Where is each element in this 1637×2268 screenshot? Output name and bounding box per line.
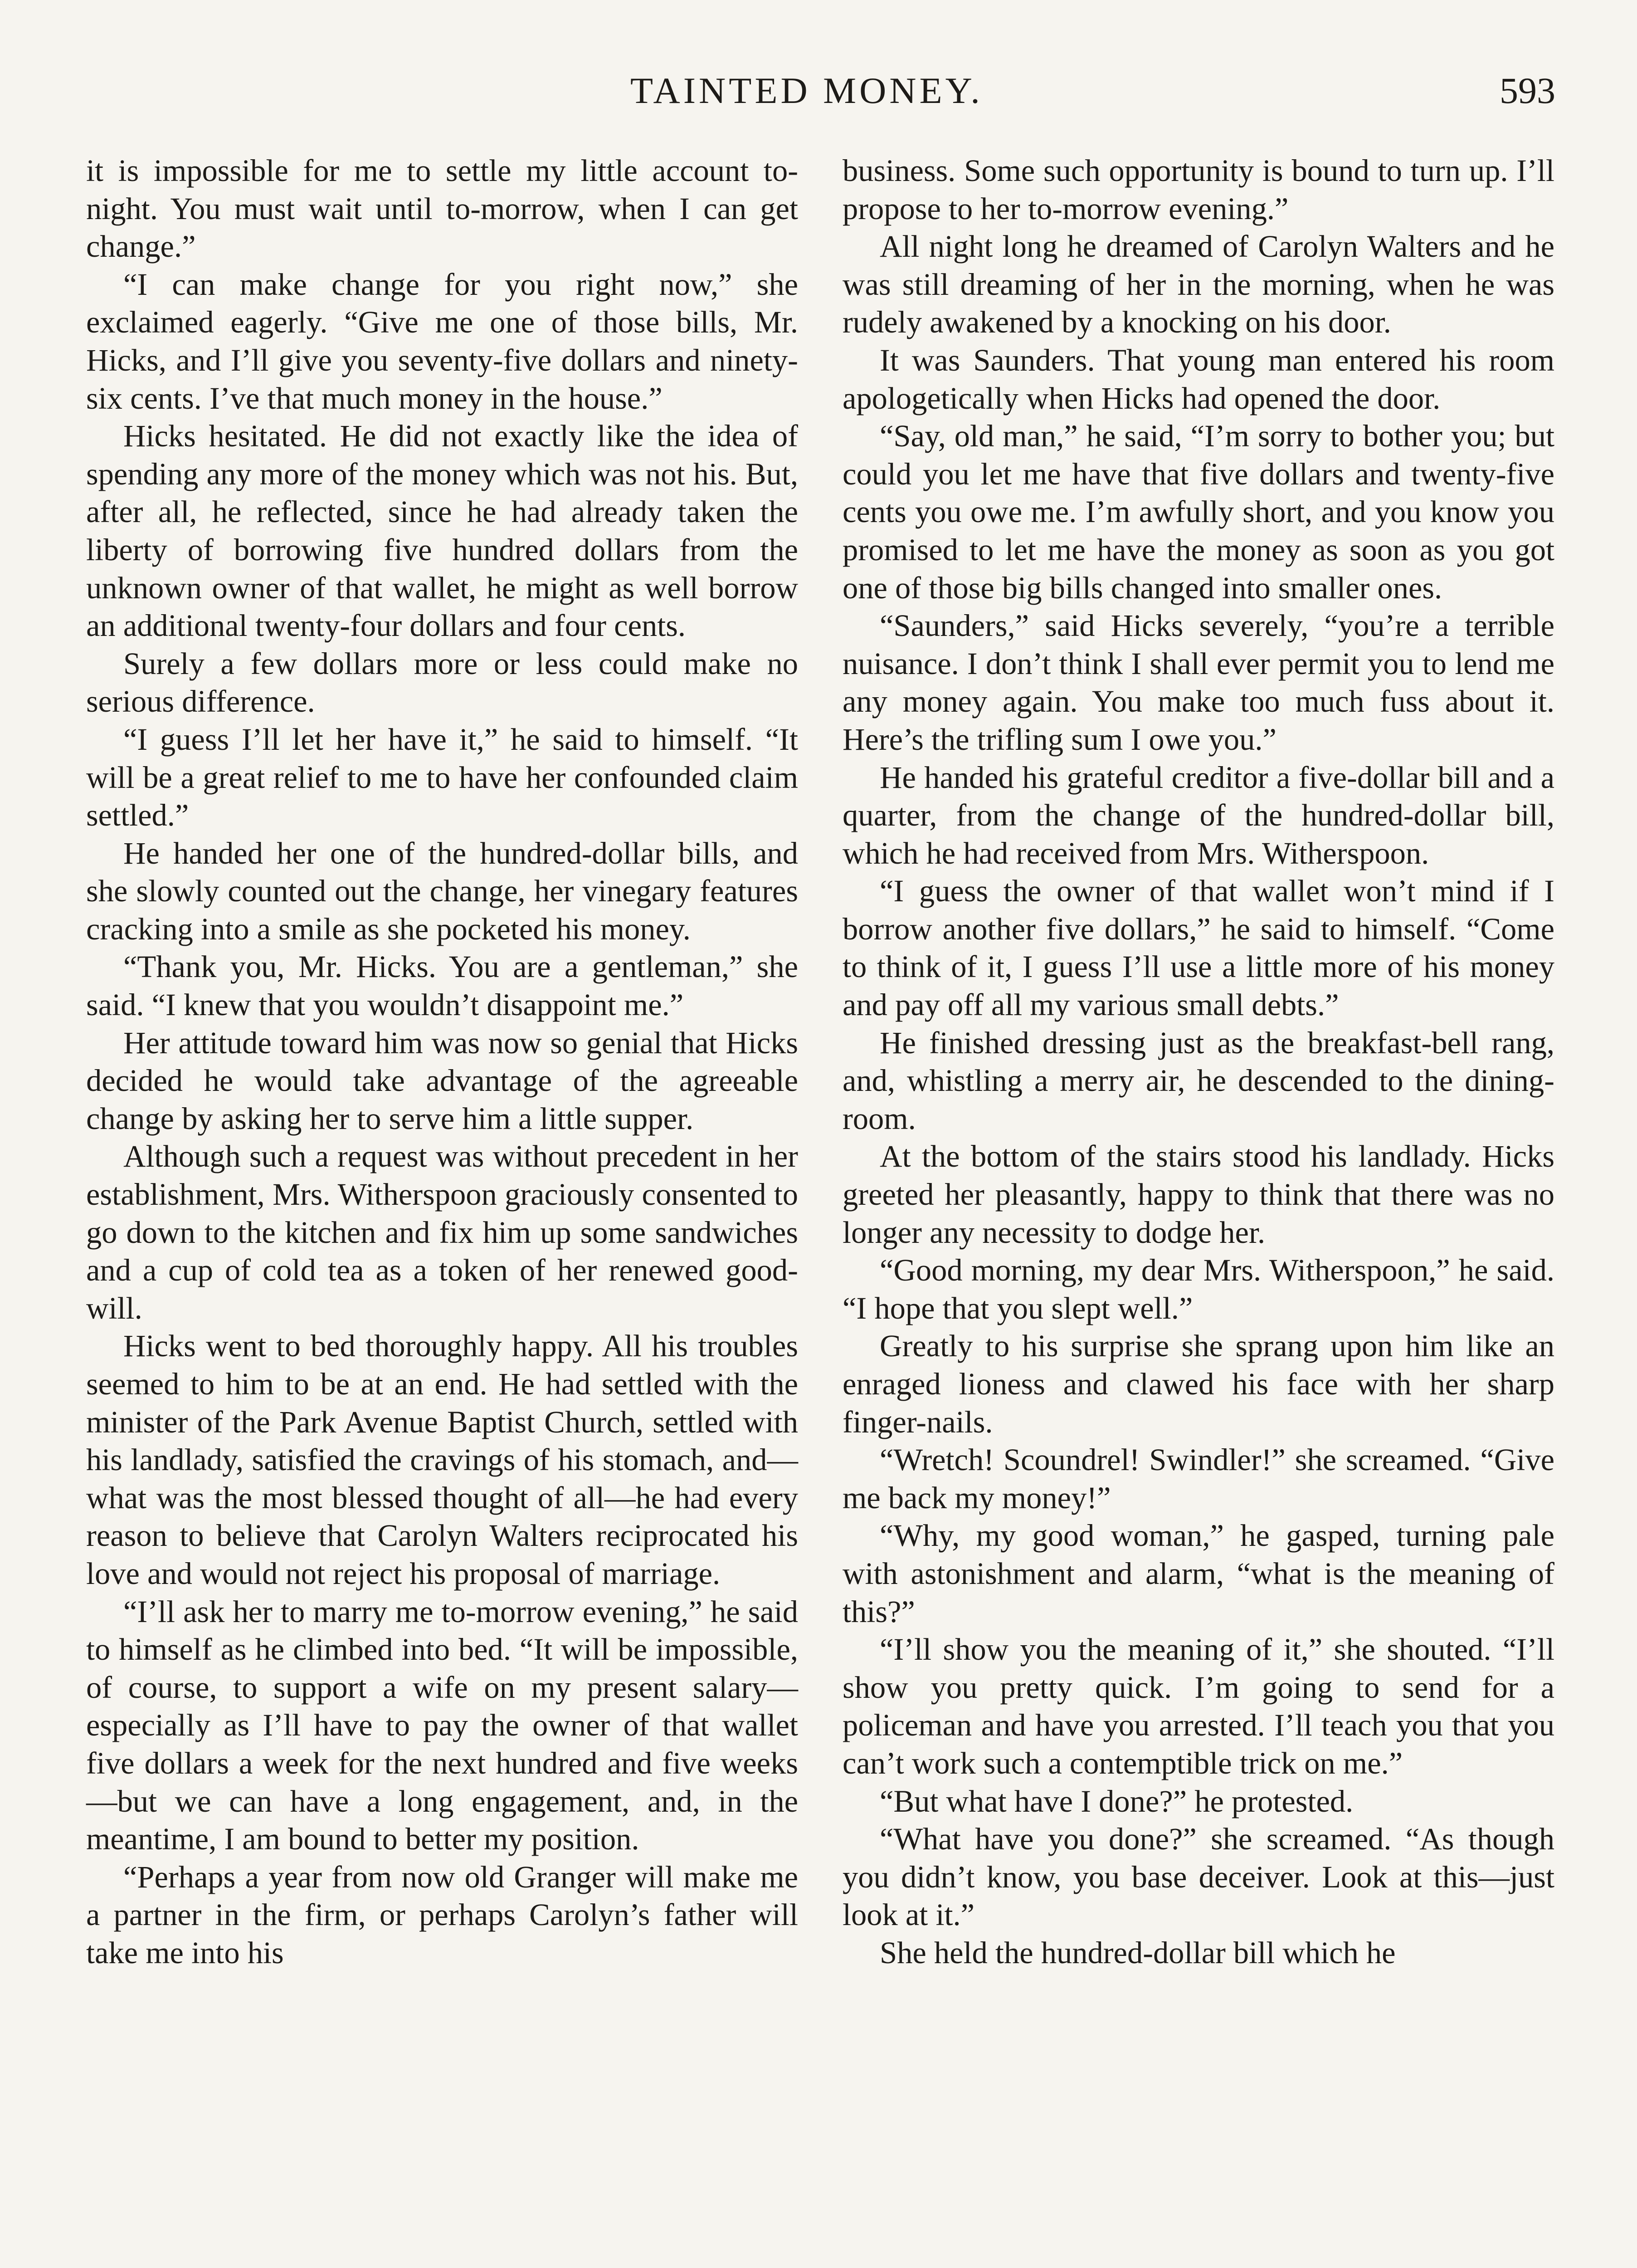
paragraph: Her attitude toward him was now so genial that Hicks decided he would take advantage of the agreeable change by asking her to serve him a little supper. — [86, 1025, 798, 1136]
paragraph: “But what have I done?” he protested. — [880, 1784, 1354, 1818]
paragraph: “Why, my good woman,” he gasped, turning pale with astonishment and alarm, “what is the meaning of this?” — [843, 1518, 1554, 1629]
page-header — [0, 64, 1637, 118]
paragraph: “Good morning, my dear Mrs. Witherspoon,” he said. “I hope that you slept well.” — [843, 1253, 1554, 1325]
paragraph: “Thank you, Mr. Hicks. You are a gentleman,” she said. “I knew that you wouldn’t disappoint me.” — [86, 949, 798, 1022]
paragraph: He finished dressing just as the breakfast-bell rang, and, whistling a merry air, he descended to the dining-room. — [843, 1025, 1554, 1136]
left-column — [86, 152, 798, 1972]
right-column — [843, 152, 1554, 1972]
paragraph: She held the hundred-dollar bill which he — [880, 1935, 1396, 1970]
paragraph: Surely a few dollars more or less could make no serious difference. — [86, 646, 798, 719]
paragraph: He handed her one of the hundred-dollar bills, and she slowly counted out the change, her vinegary features cracking into a smile as she pocketed his money. — [86, 836, 798, 946]
paragraph: “Saunders,” said Hicks severely, “you’re a terrible nuisance. I don’t think I shall ever permit you to lend me any money again. You make too much fuss about it. Here’s the trifling sum I owe you.” — [843, 608, 1554, 757]
paragraph: “What have you done?” she screamed. “As though you didn’t know, you base deceiver. Look at this—just look at it.” — [843, 1822, 1554, 1932]
paragraph: He handed his grateful creditor a five-dollar bill and a quarter, from the change of the hundred-dollar bill, which he had received from Mrs. Witherspoon. — [843, 760, 1554, 870]
paragraph: Hicks hesitated. He did not exactly like the idea of spending any more of the money which was not his. But, after all, he reflected, since he had already taken the liberty of borrowing five hundred dollars from the unknown owner of that wallet, he might as well borrow an additional twenty-four dollars and four cents. — [86, 419, 798, 643]
paragraph: All night long he dreamed of Carolyn Walters and he was still dreaming of her in the morning, when he was rudely awakened by a knocking on his door. — [843, 229, 1554, 340]
paragraph: At the bottom of the stairs stood his landlady. Hicks greeted her pleasantly, happy to think that there was no longer any necessity to dodge her. — [843, 1139, 1554, 1250]
running-title: TAINTED MONEY. — [630, 70, 983, 111]
paragraph: “Say, old man,” he said, “I’m sorry to bother you; but could you let me have that five dollars and twenty-five cents you owe me. I’m awfully short, and you know you promised to let me have the money as soon as you got one of those big bills changed into smaller ones. — [843, 419, 1554, 605]
paragraph: Hicks went to bed thoroughly happy. All his troubles seemed to him to be at an end. He had settled with the minister of the Park Avenue Baptist Church, settled with his landlady, satisfied the cravings of his stomach, and—what was the most blessed thought of all—he had every reason to believe that Carolyn Walters reciprocated his love and would not reject his proposal of marriage. — [86, 1329, 798, 1591]
paragraph: “Perhaps a year from now old Granger will make me a partner in the firm, or perhaps Carolyn’s father will take me into his — [86, 1859, 798, 1970]
paragraph: “I’ll show you the meaning of it,” she shouted. “I’ll show you pretty quick. I’m going to send for a policeman and have you arrested. I’ll teach you that you can’t work such a contemptible trick on me.” — [843, 1632, 1554, 1780]
page-number: 593 — [1500, 70, 1555, 111]
paragraph: “I guess the owner of that wallet won’t mind if I borrow another five dollars,” he said to himself. “Come to think of it, I guess I’ll use a little more of his money and pay off all my various small debts.” — [843, 874, 1554, 1022]
paragraph: It was Saunders. That young man entered his room apologetically when Hicks had opened the door. — [843, 342, 1554, 415]
paragraph: “I’ll ask her to marry me to-morrow evening,” he said to himself as he climbed into bed. “It will be impossible, of course, to support a wife on my present salary—especially as I’ll have to pay the owner of that wallet five dollars a week for the next hundred and five weeks—but we can have a long engagement, and, in the meantime, I am bound to better my position. — [86, 1594, 798, 1857]
paragraph: “I guess I’ll let her have it,” he said to himself. “It will be a great relief to me to have her confounded claim settled.” — [86, 722, 798, 833]
paragraph: it is impossible for me to settle my little account to-night. You must wait until to-morrow, when I can get change.” — [86, 153, 798, 264]
paragraph: “Wretch! Scoundrel! Swindler!” she screamed. “Give me back my money!” — [843, 1442, 1554, 1515]
paragraph: Although such a request was without precedent in her establishment, Mrs. Witherspoon graciously consented to go down to the kitchen and fix him up some sandwiches and a cup of cold tea as a token of her renewed good-will. — [86, 1139, 798, 1325]
paragraph: business. Some such opportunity is bound to turn up. I’ll propose to her to-morrow evening.” — [843, 153, 1554, 226]
paragraph: “I can make change for you right now,” she exclaimed eagerly. “Give me one of those bills, Mr. Hicks, and I’ll give you seventy-five dollars and ninety-six cents. I’ve that much money in the house.” — [86, 267, 798, 415]
paragraph: Greatly to his surprise she sprang upon him like an enraged lioness and clawed his face with her sharp finger-nails. — [843, 1329, 1554, 1439]
